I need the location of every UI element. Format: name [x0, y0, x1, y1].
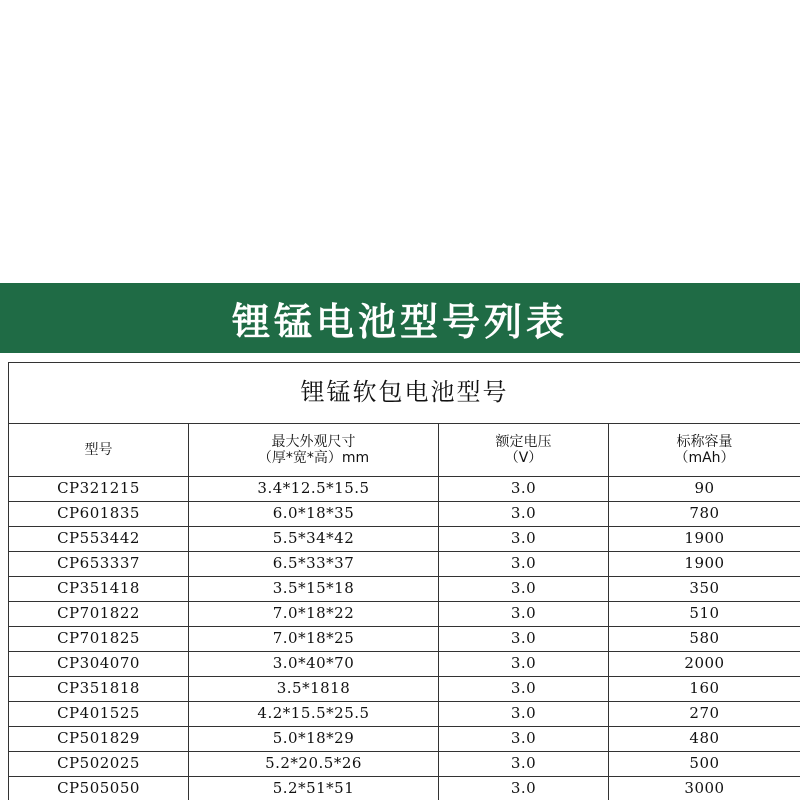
cell-voltage: 3.0	[439, 652, 609, 677]
cell-model: CP505050	[9, 777, 189, 800]
header-capacity-unit: （mAh）	[674, 450, 735, 466]
cell-capacity: 580	[609, 627, 800, 652]
table-row	[9, 702, 800, 727]
cell-model: CP351418	[9, 577, 189, 602]
cell-model: CP501829	[9, 727, 189, 752]
table-row	[9, 502, 800, 527]
table-row	[9, 577, 800, 602]
cell-voltage: 3.0	[439, 477, 609, 502]
cell-size: 5.2*51*51	[189, 777, 439, 800]
cell-voltage: 3.0	[439, 727, 609, 752]
cell-model: CP553442	[9, 527, 189, 552]
cell-size: 6.5*33*37	[189, 552, 439, 577]
table-row	[9, 727, 800, 752]
banner-title: 锂锰电池型号列表	[231, 299, 568, 344]
cell-capacity: 90	[609, 477, 800, 502]
cell-size: 5.0*18*29	[189, 727, 439, 752]
header-voltage-unit: （V）	[504, 450, 543, 466]
header-row	[9, 424, 800, 477]
header-size-label: 最大外观尺寸	[271, 433, 356, 450]
cell-voltage: 3.0	[439, 777, 609, 800]
header-model	[9, 424, 189, 477]
header-model-label: 型号	[84, 441, 113, 458]
cell-size: 6.0*18*35	[189, 502, 439, 527]
caption-row	[9, 363, 800, 424]
cell-voltage: 3.0	[439, 552, 609, 577]
cell-capacity: 1900	[609, 552, 800, 577]
table-row	[9, 752, 800, 777]
cell-capacity: 510	[609, 602, 800, 627]
table-row	[9, 627, 800, 652]
cell-capacity: 350	[609, 577, 800, 602]
cell-voltage: 3.0	[439, 627, 609, 652]
header-capacity	[609, 424, 800, 477]
cell-size: 3.5*15*18	[189, 577, 439, 602]
cell-voltage: 3.0	[439, 702, 609, 727]
table-row	[9, 652, 800, 677]
cell-model: CP401525	[9, 702, 189, 727]
cell-model: CP351818	[9, 677, 189, 702]
cell-size: 7.0*18*25	[189, 627, 439, 652]
cell-capacity: 160	[609, 677, 800, 702]
cell-voltage: 3.0	[439, 602, 609, 627]
title-banner	[0, 283, 800, 353]
cell-size: 5.5*34*42	[189, 527, 439, 552]
cell-capacity: 500	[609, 752, 800, 777]
table-row	[9, 677, 800, 702]
header-size	[189, 424, 439, 477]
cell-model: CP502025	[9, 752, 189, 777]
cell-size: 5.2*20.5*26	[189, 752, 439, 777]
cell-size: 3.4*12.5*15.5	[189, 477, 439, 502]
table-caption: 锂锰软包电池型号	[9, 363, 800, 424]
table-body	[9, 477, 800, 800]
cell-capacity: 480	[609, 727, 800, 752]
cell-size: 4.2*15.5*25.5	[189, 702, 439, 727]
cell-capacity: 2000	[609, 652, 800, 677]
header-voltage-label: 额定电压	[495, 433, 552, 450]
cell-capacity: 1900	[609, 527, 800, 552]
cell-model: CP601835	[9, 502, 189, 527]
model-table-frame	[8, 362, 800, 800]
cell-voltage: 3.0	[439, 527, 609, 552]
cell-voltage: 3.0	[439, 752, 609, 777]
cell-model: CP304070	[9, 652, 189, 677]
table-row	[9, 527, 800, 552]
cell-model: CP701825	[9, 627, 189, 652]
cell-size: 3.0*40*70	[189, 652, 439, 677]
cell-capacity: 270	[609, 702, 800, 727]
table-row	[9, 552, 800, 577]
table-row	[9, 602, 800, 627]
cell-model: CP653337	[9, 552, 189, 577]
cell-voltage: 3.0	[439, 502, 609, 527]
table-row	[9, 477, 800, 502]
cell-size: 7.0*18*22	[189, 602, 439, 627]
cell-size: 3.5*1818	[189, 677, 439, 702]
header-voltage	[439, 424, 609, 477]
cell-capacity: 780	[609, 502, 800, 527]
table-row	[9, 777, 800, 800]
header-size-unit: （厚*宽*高）mm	[257, 450, 370, 466]
cell-voltage: 3.0	[439, 677, 609, 702]
cell-voltage: 3.0	[439, 577, 609, 602]
cell-capacity: 3000	[609, 777, 800, 800]
cell-model: CP321215	[9, 477, 189, 502]
cell-model: CP701822	[9, 602, 189, 627]
battery-model-table	[8, 362, 800, 800]
header-capacity-label: 标称容量	[676, 433, 733, 450]
